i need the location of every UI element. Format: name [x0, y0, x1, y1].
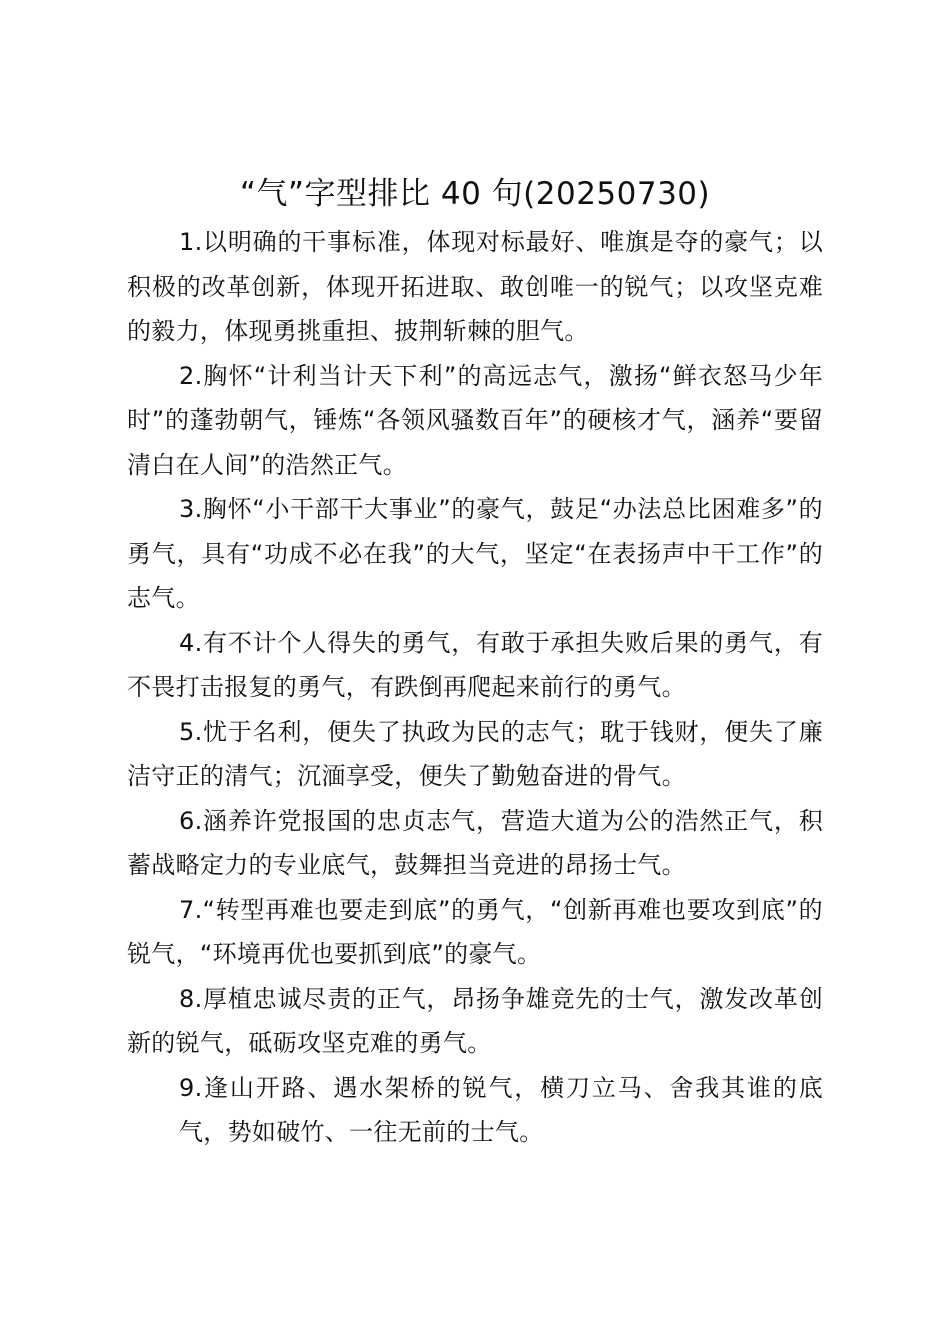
- paragraph-9: 9.逢山开路、遇水架桥的锐气，横刀立马、舍我其谁的底气，势如破竹、一往无前的士气。: [179, 1073, 823, 1146]
- document-body: [127, 220, 823, 1155]
- paragraph-7: 7.“转型再难也要走到底”的勇气，“创新再难也要攻到底”的锐气，“环境再优也要抓到底”的豪气。: [127, 895, 823, 968]
- paragraph-4: 4.有不计个人得失的勇气，有敢于承担失败后果的勇气，有不畏打击报复的勇气，有跌倒再爬起来前行的勇气。: [127, 628, 823, 701]
- paragraph-1: 1.以明确的干事标准，体现对标最好、唯旗是夺的豪气；以积极的改革创新，体现开拓进取、敢创唯一的锐气；以攻坚克难的毅力，体现勇挑重担、披荆斩棘的胆气。: [127, 228, 823, 345]
- paragraph-3: 3.胸怀“小干部干大事业”的豪气，鼓足“办法总比困难多”的勇气，具有“功成不必在我”的大气，坚定“在表扬声中干工作”的志气。: [127, 495, 823, 612]
- paragraph-6: 6.涵养许党报国的忠贞志气，营造大道为公的浩然正气，积蓄战略定力的专业底气，鼓舞担当竞进的昂扬士气。: [127, 806, 823, 879]
- document-title: “气”字型排比 40 句(20250730): [239, 176, 711, 212]
- paragraph-8: 8.厚植忠诚尽责的正气，昂扬争雄竞先的士气，激发改革创新的锐气，砥砺攻坚克难的勇气。: [127, 984, 823, 1057]
- paragraph-5: 5.忧于名利，便失了执政为民的志气；耽于钱财，便失了廉洁守正的清气；沉湎享受，便失了勤勉奋进的骨气。: [127, 717, 823, 790]
- paragraph-2: 2.胸怀“计利当计天下利”的高远志气，激扬“鲜衣怒马少年时”的蓬勃朝气，锤炼“各领风骚数百年”的硬核才气，涵养“要留清白在人间”的浩然正气。: [127, 361, 823, 479]
